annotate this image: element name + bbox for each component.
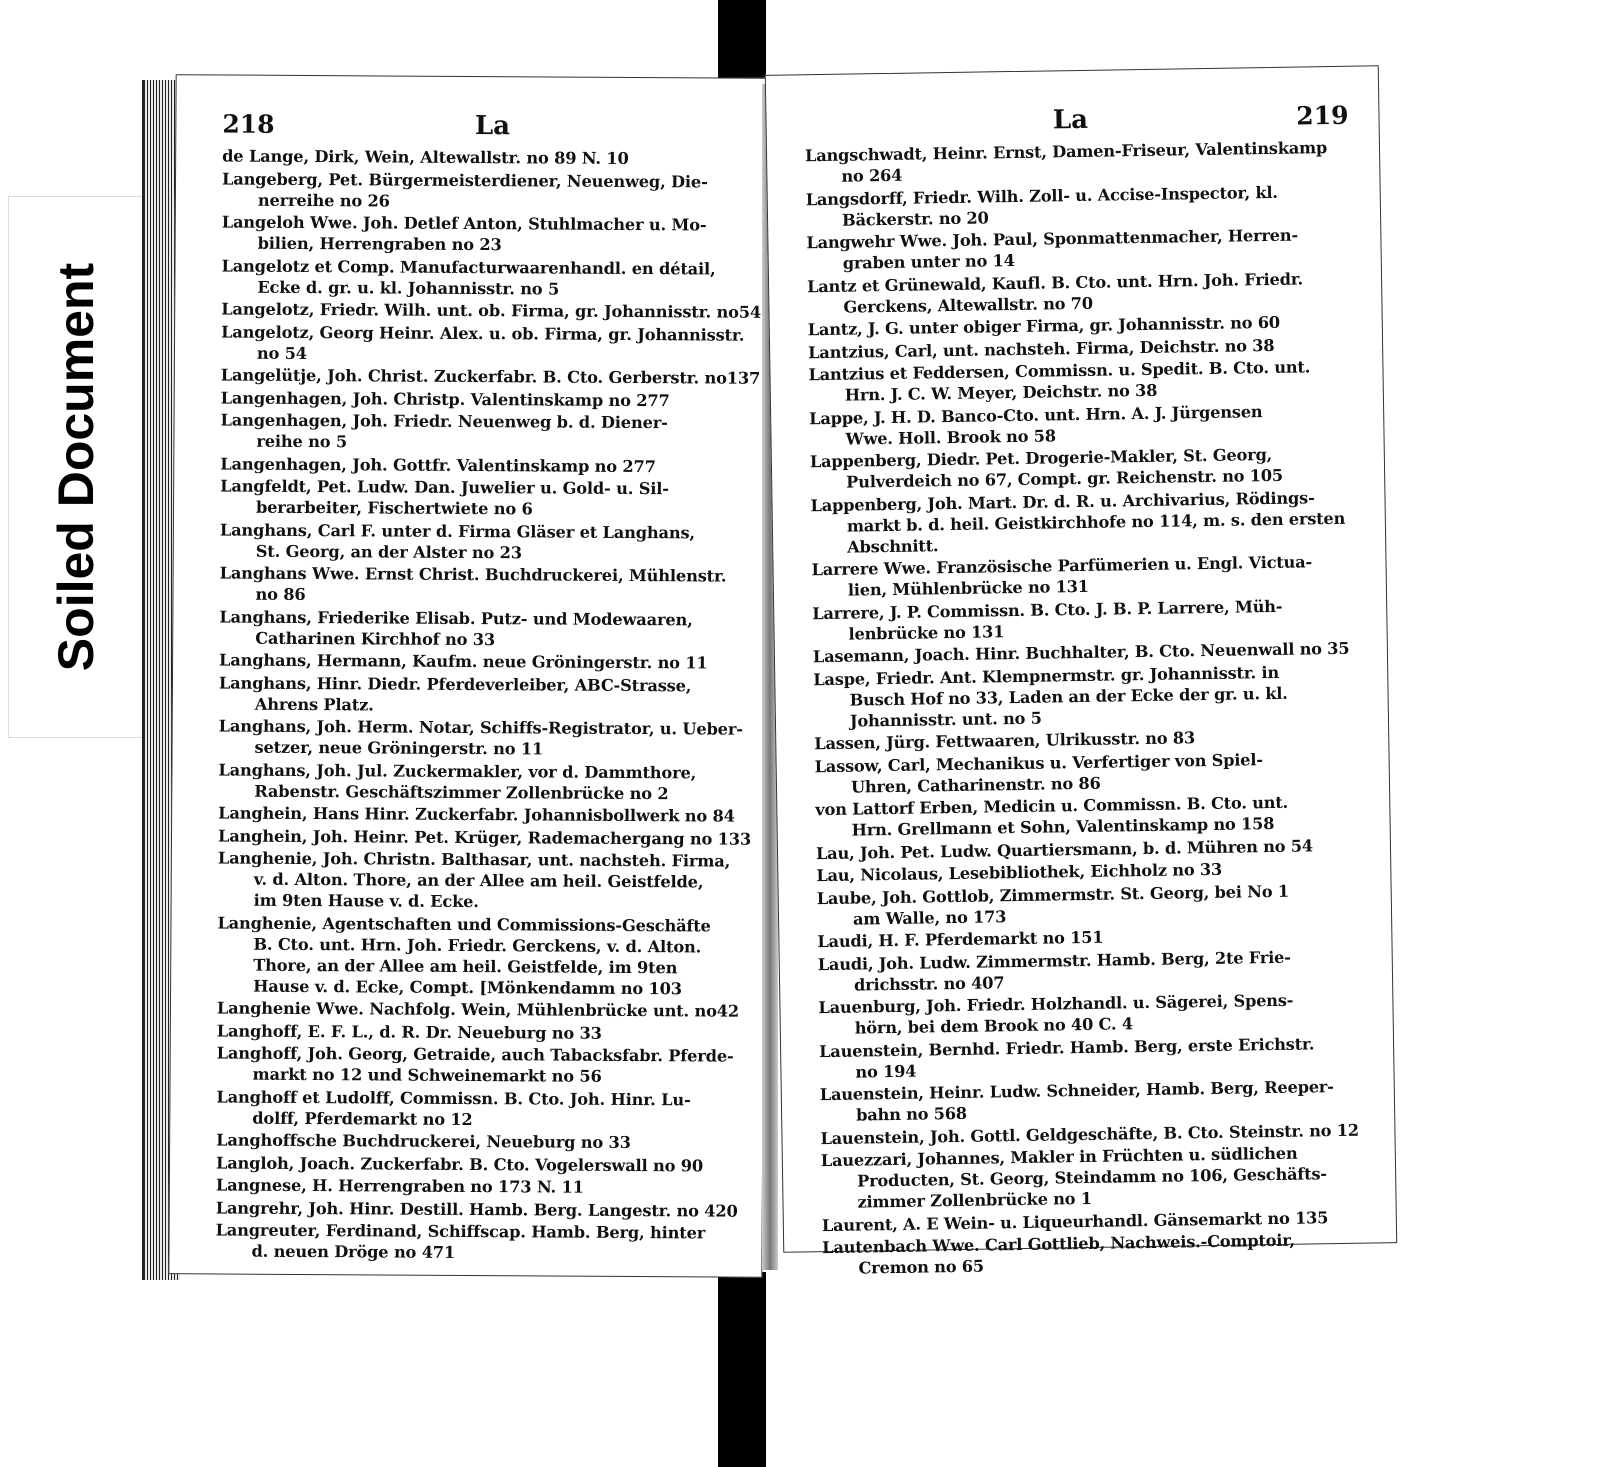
entry-line: Langschwadt, Heinr. Ernst, Damen-Friseur, Valentinskamp — [804, 138, 1328, 166]
binding-strip-bottom — [718, 1272, 766, 1467]
entry-line: Langelotz et Comp. Manufacturwaarenhandl. en détail, — [221, 255, 716, 278]
entry-line: Langhoff et Ludolff, Commissn. B. Cto. Joh. Hinr. Lu- — [216, 1086, 691, 1109]
entry-line: Langhans Wwe. Ernst Christ. Buchdruckerei, Mühlenstr. — [219, 563, 727, 586]
directory-entry — [805, 137, 1350, 188]
directory-entry — [221, 255, 749, 300]
directory-entry — [218, 802, 746, 826]
directory-entry — [814, 747, 1359, 798]
entry-continuation-line: markt no 12 und Schweinemarkt no 56 — [252, 1064, 602, 1086]
directory-entry — [822, 1229, 1367, 1280]
entry-line: Larrere Wwe. Französische Parfümerien u. Engl. Victua- — [811, 552, 1313, 580]
entry-continuation-line: Thore, an der Allee am heil. Geistfelde, im 9ten — [253, 955, 678, 977]
entry-line: Lassen, Jürg. Fettwaaren, Ulrikusstr. no 83 — [814, 728, 1196, 754]
directory-entry — [220, 475, 748, 520]
entry-line: Langhoff, Joh. Georg, Getraide, auch Tabacksfabr. Pferde- — [216, 1043, 734, 1066]
directory-entry — [220, 453, 748, 477]
entry-continuation-line: Hause v. d. Ecke, Compt. [Mönkendamm no 103 — [253, 976, 682, 998]
directory-entry — [217, 1042, 745, 1087]
directory-entry — [215, 1219, 743, 1264]
entry-continuation-line: Catharinen Kirchhof no 33 — [255, 628, 496, 649]
directory-entry — [219, 672, 747, 717]
entry-line: Lauenburg, Joh. Friedr. Holzhandl. u. Sägerei, Spens- — [818, 990, 1294, 1018]
entry-continuation-line: no 194 — [855, 1061, 917, 1082]
entry-line: Langenhagen, Joh. Gottfr. Valentinskamp no 277 — [220, 453, 656, 476]
entry-line: Lau, Nicolaus, Lesebibliothek, Eichholz no 33 — [816, 859, 1223, 886]
entry-line: Langhoffsche Buchdruckerei, Neueburg no 33 — [216, 1130, 631, 1152]
entry-line: Lantzius et Feddersen, Commissn. u. Spedit. B. Cto. unt. — [808, 357, 1311, 385]
directory-entry — [218, 759, 746, 804]
entry-line: Langhein, Hans Hinr. Zuckerfabr. Johannisbollwerk no 84 — [218, 803, 735, 826]
entry-continuation-line: Cremon no 65 — [858, 1256, 985, 1278]
directory-entry — [809, 399, 1354, 450]
entry-line: Larrere, J. P. Commissn. B. Cto. J. B. P. Larrere, Müh- — [812, 596, 1283, 623]
directory-entry — [217, 825, 752, 849]
directory-entry — [818, 989, 1363, 1040]
directory-entry — [811, 551, 1356, 602]
entry-line: Langloh, Joach. Zuckerfabr. B. Cto. Vogelerswall no 90 — [215, 1152, 704, 1175]
entry-continuation-line: drichsstr. no 407 — [853, 972, 1005, 995]
entry-line: Langhoff, E. F. L., d. R. Dr. Neueburg no 33 — [216, 1020, 602, 1043]
right-page-number: 219 — [1296, 100, 1349, 131]
directory-entry — [216, 1152, 744, 1176]
entry-line: Langrehr, Joh. Hinr. Destill. Hamb. Berg. Langestr. no 420 — [215, 1197, 738, 1221]
entry-line: Langhans, Friederike Elisab. Putz- und Modewaaren, — [219, 606, 693, 629]
entry-continuation-line: am Walle, no 173 — [852, 906, 1007, 929]
entry-continuation-line: Johannisstr. unt. no 5 — [849, 708, 1042, 731]
entry-line: Lantz et Grünewald, Kaufl. B. Cto. unt. Hrn. Joh. Friedr. — [806, 268, 1304, 296]
entry-continuation-line: markt b. d. heil. Geistkirchhofe no 114, m. s. den ersten — [846, 508, 1346, 536]
entry-continuation-line: no 86 — [255, 584, 306, 604]
entry-line: Langfeldt, Pet. Ludw. Dan. Juwelier u. Gold- u. Sil- — [220, 476, 669, 499]
entry-line: Langhans, Hinr. Diedr. Pferdeverleiber, ABC-Strasse, — [218, 672, 692, 695]
directory-entry — [810, 486, 1355, 558]
entry-line: de Lange, Dirk, Wein, Altewallstr. no 89 N. 10 — [222, 146, 629, 168]
directory-entry — [218, 847, 746, 913]
directory-entry — [813, 660, 1358, 732]
directory-entry — [222, 168, 750, 213]
right-page — [765, 65, 1397, 1278]
entry-line: Langenhagen, Joh. Friedr. Neuenweg b. d. Diener- — [220, 410, 668, 433]
entry-continuation-line: graben unter no 14 — [842, 250, 1015, 273]
left-page-header — [222, 109, 750, 142]
directory-entry — [220, 409, 748, 454]
directory-entry — [810, 443, 1355, 494]
directory-entry — [820, 1076, 1365, 1127]
entry-line: Langhenie, Joh. Christn. Balthasar, unt. nachsteh. Firma, — [217, 848, 731, 871]
entry-line: Laube, Joh. Gottlob, Zimmermstr. St. Georg, bei No 1 — [816, 881, 1290, 908]
directory-entry — [216, 1086, 744, 1131]
entry-line: Langnese, H. Herrengraben no 173 N. 11 — [215, 1175, 584, 1197]
entry-line: Laudi, H. F. Pferdemarkt no 151 — [817, 927, 1104, 952]
entry-continuation-line: Bäckerstr. no 20 — [841, 207, 989, 230]
entry-line: Laurent, A. E Wein- u. Liqueurhandl. Gänsemarkt no 135 — [821, 1207, 1329, 1235]
entry-line: Langhans, Carl F. unter d. Firma Gläser et Langhans, — [219, 519, 696, 542]
entry-continuation-line: v. d. Alton. Thore, an der Allee am heil. Geistfelde, — [253, 869, 704, 892]
directory-entry — [222, 145, 750, 169]
entry-continuation-line: dolff, Pferdemarkt no 12 — [252, 1108, 473, 1129]
entry-continuation-line: bahn no 568 — [855, 1103, 968, 1125]
entry-continuation-line: hörn, bei dem Brook no 40 C. 4 — [854, 1014, 1133, 1038]
directory-entry — [221, 387, 749, 411]
directory-entry — [812, 594, 1357, 645]
directory-entry — [216, 1174, 744, 1198]
directory-entry — [818, 945, 1363, 996]
directory-entry — [221, 298, 762, 322]
entry-line: Lantzius, Carl, unt. nachsteh. Firma, Deichstr. no 38 — [807, 335, 1275, 362]
entry-line: Lasemann, Joach. Hinr. Buchhalter, B. Cto. Neuenwall no 35 — [812, 638, 1350, 667]
entry-continuation-line: Uhren, Catharinenstr. no 86 — [850, 773, 1101, 797]
directory-entry — [220, 519, 748, 564]
entry-line: Langsdorff, Friedr. Wilh. Zoll- u. Accise-Inspector, kl. — [805, 182, 1278, 209]
directory-entry — [219, 562, 747, 607]
entry-continuation-line: Abschnitt. — [847, 535, 939, 557]
entry-line: Langelotz, Friedr. Wilh. unt. ob. Firma, gr. Johannisstr. no54 — [221, 299, 762, 322]
entry-continuation-line: B. Cto. unt. Hrn. Joh. Friedr. Gerckens, v. d. Alton. — [253, 934, 702, 956]
directory-entry — [217, 912, 746, 999]
entry-continuation-line: Rabenstr. Geschäftszimmer Zollenbrücke no 2 — [254, 781, 669, 803]
entry-line: Laudi, Joh. Ludw. Zimmermstr. Hamb. Berg, 2te Frie- — [817, 947, 1291, 974]
entry-line: Lautenbach Wwe. Carl Gottlieb, Nachweis.-Comptoir, — [822, 1230, 1295, 1258]
entry-continuation-line: im 9ten Hause v. d. Ecke. — [253, 890, 479, 912]
entry-line: Langelütje, Joh. Christ. Zuckerfabr. B. Cto. Gerberstr. no137 — [220, 365, 761, 388]
open-book — [142, 70, 1388, 1282]
right-page-header — [804, 101, 1348, 140]
entry-continuation-line: Producten, St. Georg, Steindamm no 106, Geschäfts- — [857, 1164, 1327, 1191]
entry-continuation-line: Busch Hof no 33, Laden an der Ecke der gr. u. kl. — [849, 683, 1288, 710]
entry-continuation-line: Ecke d. gr. u. kl. Johannisstr. no 5 — [257, 277, 560, 299]
entry-continuation-line: nerreihe no 26 — [257, 190, 390, 211]
directory-entry — [217, 997, 745, 1021]
entry-line: Langeloh Wwe. Joh. Detlef Anton, Stuhlmacher u. Mo- — [221, 212, 707, 235]
directory-entry — [808, 356, 1353, 407]
entry-line: Langelotz, Georg Heinr. Alex. u. ob. Firma, gr. Johannisstr. — [221, 321, 745, 345]
directory-entry — [817, 879, 1362, 930]
directory-entry — [222, 211, 750, 256]
left-entries-list — [215, 145, 762, 1264]
entry-line: Langhein, Joh. Heinr. Pet. Krüger, Rademachergang no 133 — [217, 825, 752, 849]
entry-line: Langhenie Wwe. Nachfolg. Wein, Mühlenbrücke unt. no42 — [216, 998, 740, 1021]
directory-entry — [819, 1032, 1364, 1083]
directory-entry — [221, 321, 749, 366]
entry-line: Langwehr Wwe. Joh. Paul, Sponmattenmacher, Herren- — [806, 225, 1299, 253]
entry-continuation-line: no 264 — [841, 165, 903, 186]
entry-continuation-line: zimmer Zollenbrücke no 1 — [857, 1188, 1092, 1212]
entry-continuation-line: setzer, neue Gröningerstr. no 11 — [254, 737, 544, 759]
entry-line: von Lattorf Erben, Medicin u. Commissn. B. Cto. unt. — [815, 792, 1289, 820]
entry-line: Lappenberg, Diedr. Pet. Drogerie-Makler, St. Georg, — [809, 444, 1273, 472]
entry-continuation-line: Hrn. Grellmann et Sohn, Valentinskamp no 158 — [851, 813, 1275, 840]
entry-line: Lauenstein, Joh. Gottl. Geldgeschäfte, B. Cto. Steinstr. no 12 — [820, 1120, 1360, 1148]
entry-line: Langeberg, Pet. Bürgermeisterdiener, Neuenweg, Die- — [221, 168, 708, 191]
entry-line: Lantz, J. G. unter obiger Firma, gr. Johannisstr. no 60 — [807, 312, 1281, 340]
entry-continuation-line: no 54 — [256, 343, 308, 363]
entry-continuation-line: Hrn. J. C. W. Meyer, Deichstr. no 38 — [844, 380, 1158, 405]
entry-continuation-line: Gerckens, Altewallstr. no 70 — [843, 293, 1093, 317]
entry-line: Langhenie, Agentschaften und Commissions-Geschäfte — [217, 912, 711, 935]
entry-line: Langhans, Hermann, Kaufm. neue Gröningerstr. no 11 — [219, 650, 708, 673]
directory-entry — [815, 791, 1360, 842]
entry-continuation-line: St. Georg, an der Alster no 23 — [255, 541, 522, 562]
left-page — [168, 74, 769, 1278]
entry-continuation-line: d. neuen Dröge no 471 — [251, 1241, 456, 1262]
directory-entry — [219, 649, 747, 673]
directory-entry — [219, 606, 747, 651]
entry-line: Lau, Joh. Pet. Ludw. Quartiersmann, b. d. Mühren no 54 — [815, 835, 1314, 863]
entry-line: Lauenstein, Heinr. Ludw. Schneider, Hamb. Berg, Reeper- — [819, 1077, 1334, 1105]
directory-entry — [218, 715, 746, 760]
entry-line: Lappenberg, Joh. Mart. Dr. d. R. u. Archivarius, Rödings- — [810, 487, 1315, 515]
entry-continuation-line: berarbeiter, Fischertwiete no 6 — [255, 497, 533, 519]
entry-continuation-line: lien, Mühlenbrücke no 131 — [847, 576, 1089, 600]
entry-line: Langenhagen, Joh. Christp. Valentinskamp no 277 — [220, 387, 670, 410]
right-entries-list — [805, 137, 1367, 1279]
entry-continuation-line: Ahrens Platz. — [254, 694, 374, 714]
entry-continuation-line: lenbrücke no 131 — [848, 621, 1005, 644]
entry-continuation-line: reihe no 5 — [256, 431, 348, 452]
entry-line: Lappe, J. H. D. Banco-Cto. unt. Hrn. A. J. Jürgensen — [809, 401, 1263, 428]
entry-line: Lassow, Carl, Mechanikus u. Verfertiger von Spiel- — [814, 749, 1263, 776]
entry-continuation-line: Wwe. Holl. Brook no 58 — [845, 425, 1056, 449]
entry-line: Langhans, Joh. Jul. Zuckermakler, vor d. Dammthore, — [218, 759, 697, 782]
directory-entry — [216, 1197, 744, 1221]
entry-line: Lauenstein, Bernhd. Friedr. Hamb. Berg, erste Erichstr. — [818, 1033, 1315, 1061]
entry-line: Langhans, Joh. Herm. Notar, Schiffs-Registrator, u. Ueber- — [218, 716, 743, 739]
directory-entry — [217, 1020, 745, 1044]
stamp-label: Soiled Document — [48, 262, 104, 672]
entry-continuation-line: Pulverdeich no 67, Compt. gr. Reichenstr. no 105 — [846, 465, 1284, 492]
entry-continuation-line: bilien, Herrengraben no 23 — [257, 233, 502, 255]
left-running-head: La — [474, 111, 511, 142]
directory-entry — [220, 364, 761, 388]
entry-line: Laspe, Friedr. Ant. Klempnermstr. gr. Johannisstr. in — [813, 662, 1280, 689]
directory-entry — [216, 1129, 744, 1153]
directory-entry — [806, 224, 1351, 275]
right-running-head: La — [1052, 104, 1089, 136]
left-page-number: 218 — [222, 109, 275, 139]
entry-line: Lauezzari, Johannes, Makler in Früchten u. südlichen — [820, 1143, 1298, 1171]
directory-entry — [821, 1142, 1366, 1214]
soiled-document-stamp — [8, 196, 144, 738]
entry-line: Langreuter, Ferdinand, Schiffscap. Hamb. Berg, hinter — [215, 1220, 706, 1243]
directory-entry — [806, 180, 1351, 231]
directory-entry — [807, 267, 1352, 318]
